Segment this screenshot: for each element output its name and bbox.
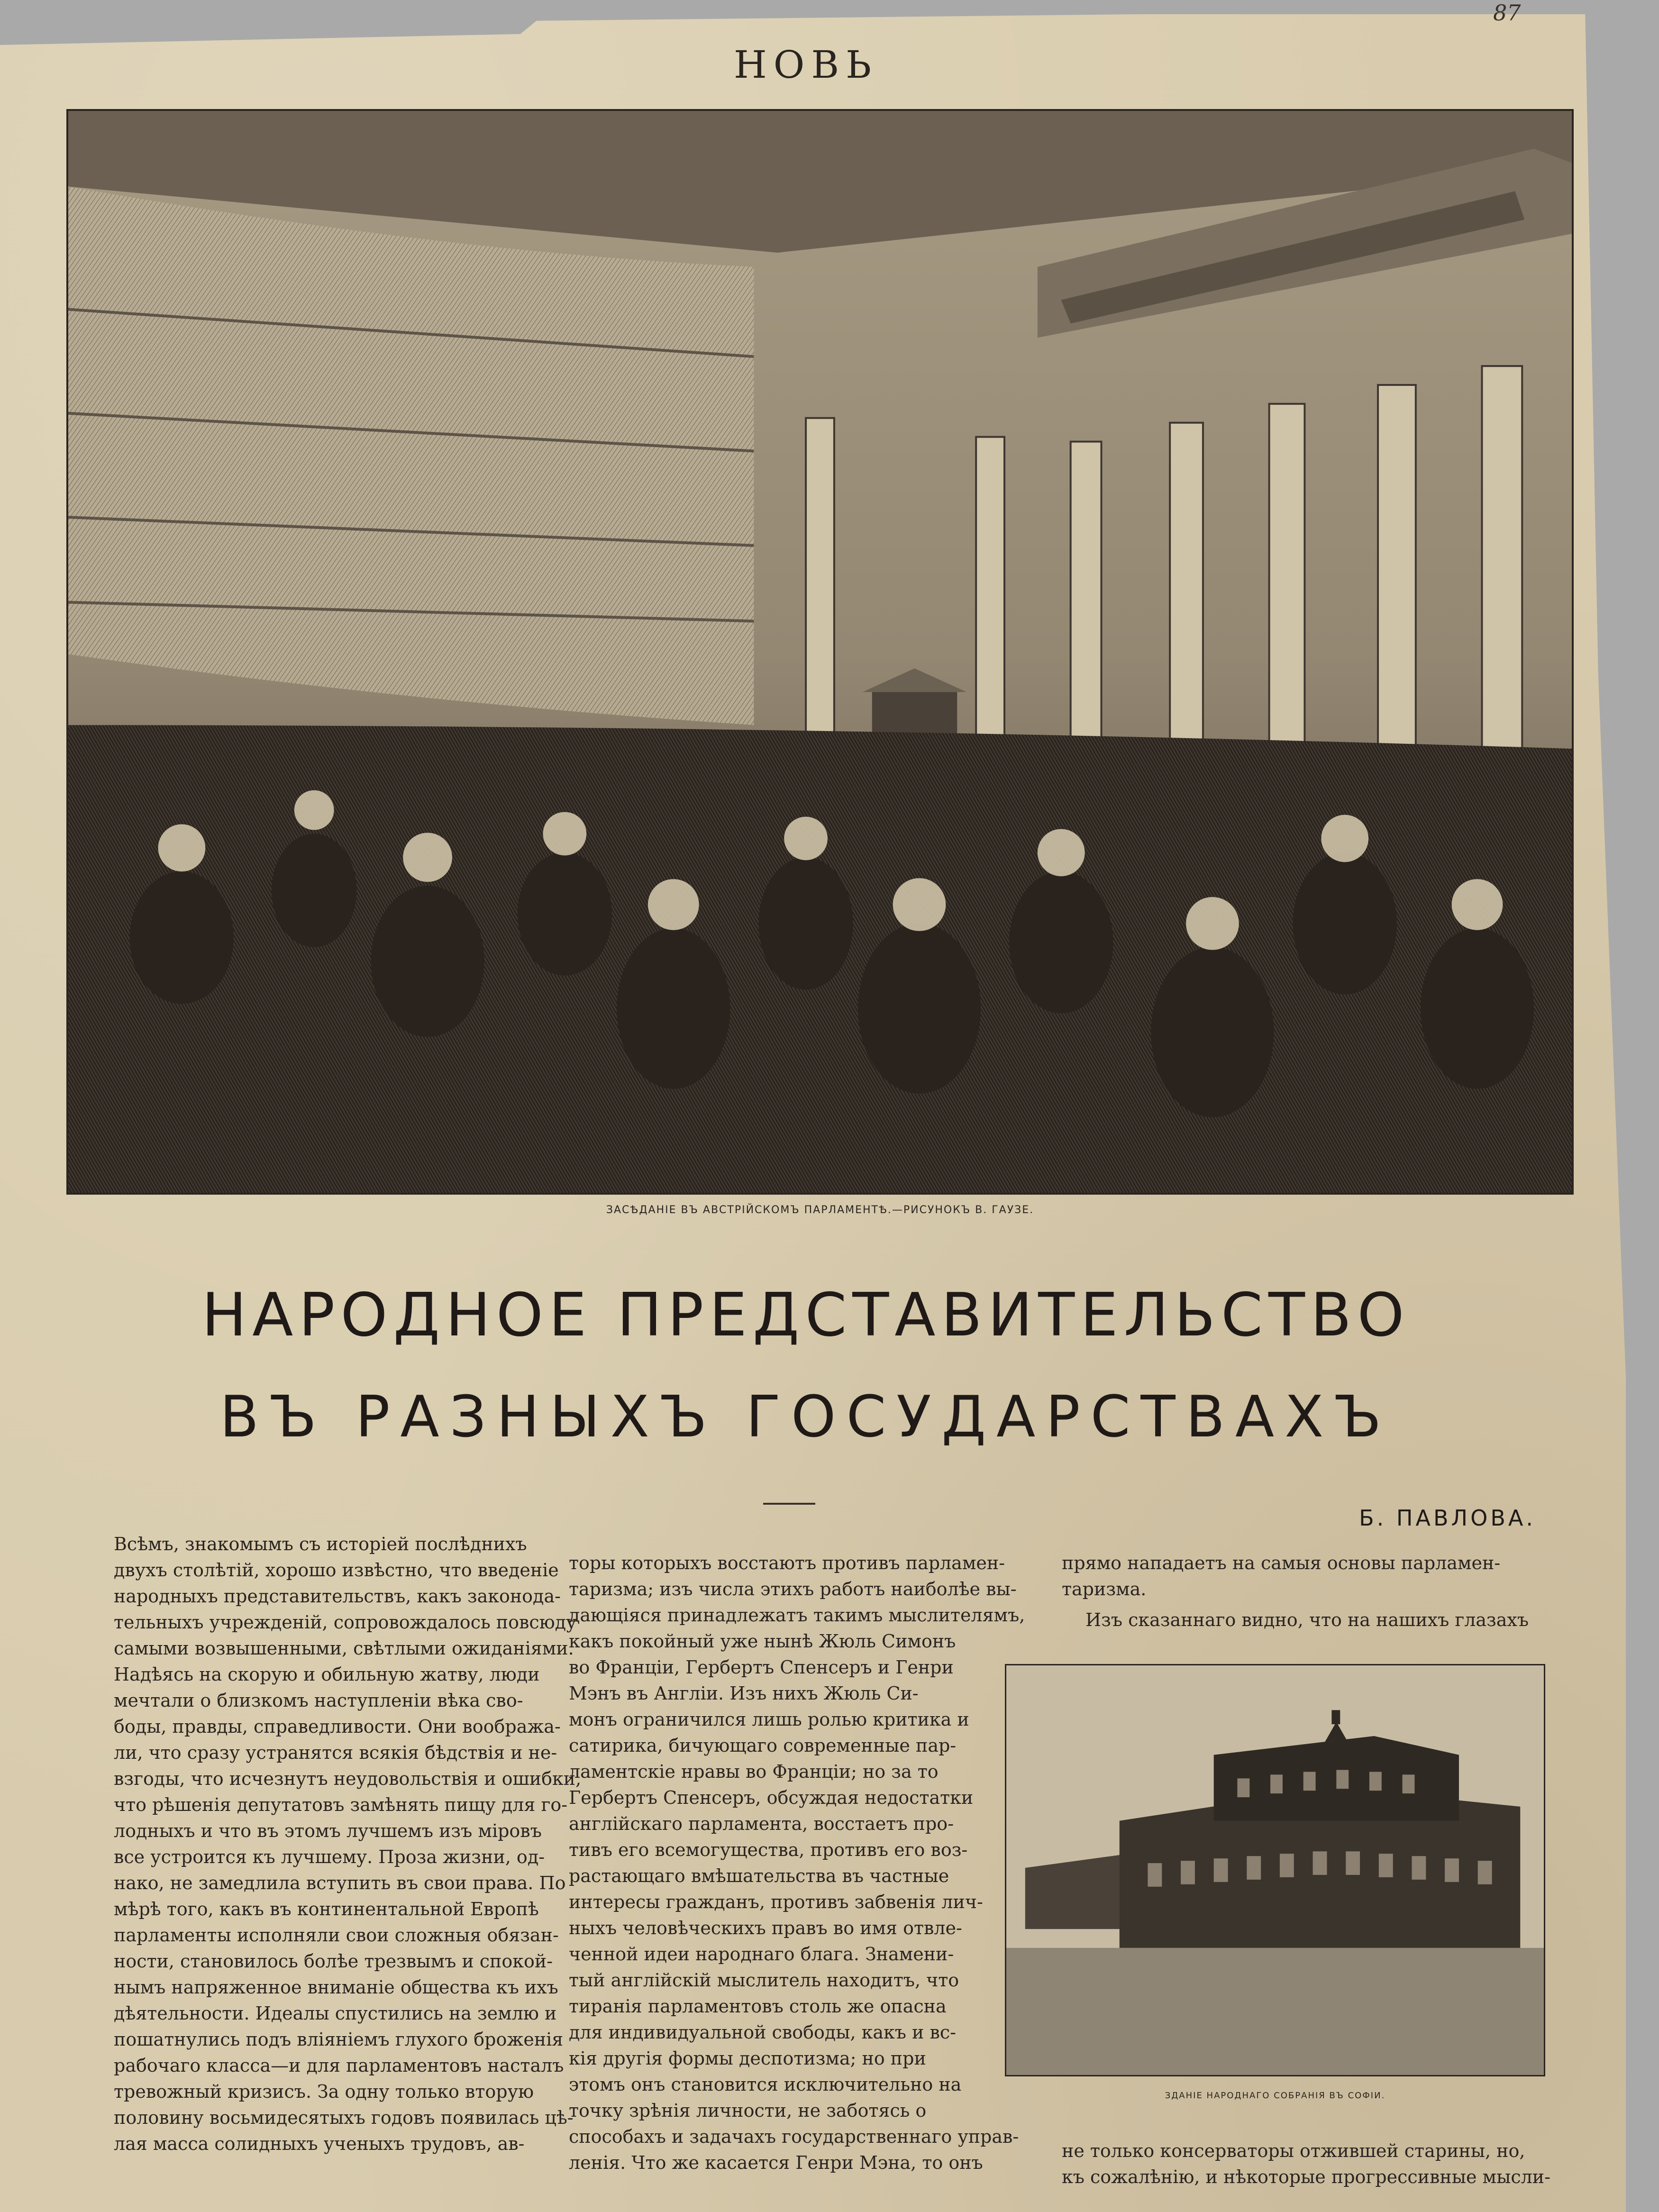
text-line: тревожный кризисъ. За одну только вторую [114, 2081, 534, 2102]
text-line: тельныхъ учрежденій, сопровождалось повсюду [114, 1612, 577, 1633]
parliament-engraving-drawing [68, 111, 1572, 1193]
text-line: тый англійскій мыслитель находитъ, что [569, 1970, 959, 1991]
text-line: нымъ напряженное вниманіе общества къ ихъ [114, 1977, 558, 1998]
text-line: пошатнулись подъ вліяніемъ глухого броженія [114, 2029, 564, 2050]
text-line: лая масса солидныхъ ученыхъ трудовъ, ав- [114, 2133, 525, 2154]
title-divider [763, 1503, 815, 1505]
article-title-line1: НАРОДНОЕ ПРЕДСТАВИТЕЛЬСТВО [201, 1280, 1410, 1350]
text-line: этомъ онъ становится исключительно на [569, 2074, 962, 2095]
text-line: англійскаго парламента, восстаетъ про- [569, 1813, 954, 1834]
text-line: половину восьмидесятыхъ годовъ появилась цѣ- [114, 2107, 574, 2128]
text-line: къ сожалѣнію, и нѣкоторые прогрессивные мысли- [1062, 2166, 1550, 2187]
text-line: кія другія формы деспотизма; но при [569, 2048, 926, 2069]
text-line: таризма. [1062, 1579, 1147, 1600]
text-line: ламентскіе нравы во Франціи; но за то [569, 1761, 939, 1782]
engraving-caption: ЗАСѢДАНІЕ ВЪ АВСТРІЙСКОМЪ ПАРЛАМЕНТѢ.—РИСУНОКЪ В. ГАУЗЕ. [606, 1204, 1034, 1216]
text-line: Надѣясь на скорую и обильную жатву, люди [114, 1664, 540, 1685]
text-line: ченной идеи народнаго блага. Знамени- [569, 1944, 954, 1965]
text-line: монъ ограничился лишь ролью критика и [569, 1709, 969, 1730]
text-line: прямо нападаетъ на самыя основы парламен- [1062, 1553, 1501, 1573]
text-line: дѣятельности. Идеалы спустились на землю и [114, 2003, 557, 2024]
text-line: точку зрѣнія личности, не заботясь о [569, 2100, 927, 2121]
text-line: мечтали о близкомъ наступленіи вѣка сво- [114, 1690, 523, 1711]
text-line: не только консерваторы отжившей старины, но, [1062, 2140, 1525, 2161]
text-line: ности, становилось болѣе трезвымъ и спокой- [114, 1951, 553, 1972]
text-line: Изъ сказаннаго видно, что на нашихъ глазахъ [1085, 1609, 1529, 1630]
text-line: нако, не замедлила вступить въ свои права. По [114, 1873, 566, 1893]
article-author: Б. ПАВЛОВА. [1359, 1505, 1536, 1531]
text-line: тивъ его всемогущества, противъ его воз- [569, 1839, 968, 1860]
text-line: таризма; изъ числа этихъ работъ наиболѣе вы- [569, 1579, 1017, 1600]
text-line: рабочаго класса—и для парламентовъ насталъ [114, 2055, 564, 2076]
text-line: Всѣмъ, знакомымъ съ исторіей послѣднихъ [114, 1534, 527, 1554]
text-line: мѣрѣ того, какъ въ континентальной Европѣ [114, 1899, 539, 1920]
text-line: растающаго вмѣшательства въ частные [569, 1865, 949, 1886]
text-line: способахъ и задачахъ государственнаго управ- [569, 2126, 1019, 2147]
text-line: торы которыхъ восстаютъ противъ парламен- [569, 1553, 1005, 1573]
article-column-2 [569, 1550, 1025, 2173]
text-line: все устроится къ лучшему. Проза жизни, од- [114, 1846, 545, 1867]
text-line: Мэнъ въ Англіи. Изъ нихъ Жюль Си- [569, 1683, 919, 1704]
text-line: интересы гражданъ, противъ забвенія лич- [569, 1892, 983, 1912]
text-line: взгоды, что исчезнутъ неудовольствія и ошибки, [114, 1768, 582, 1789]
masthead: НОВЬ [733, 43, 878, 87]
article-column-3-paragraph [1085, 1607, 1574, 1636]
article-column-3-top [1062, 1550, 1574, 1607]
text-line: ленія. Что же касается Генри Мэна, то онъ [569, 2152, 983, 2173]
text-line: двухъ столѣтій, хорошо извѣстно, что введеніе [114, 1560, 559, 1581]
text-line: самыми возвышенными, свѣтлыми ожиданіями. [114, 1638, 574, 1659]
sofia-assembly-drawing [1006, 1665, 1544, 2075]
parliament-engraving [66, 109, 1574, 1195]
text-line: ныхъ человѣческихъ правъ во имя отвле- [569, 1918, 962, 1938]
text-line: боды, правды, справедливости. Они вообража- [114, 1716, 561, 1737]
photo-caption: ЗДАНІЕ НАРОДНАГО СОБРАНІЯ ВЪ СОФІИ. [1165, 2091, 1386, 2101]
text-line: сатирика, бичующаго современные пар- [569, 1735, 957, 1756]
text-line: Гербертъ Спенсеръ, обсуждая недостатки [569, 1787, 974, 1808]
article-column-1 [114, 1531, 582, 2154]
text-line: ли, что сразу устранятся всякія бѣдствія и не- [114, 1742, 557, 1763]
text-line: лодныхъ и что въ этомъ лучшемъ изъ міровъ [114, 1820, 542, 1841]
sofia-assembly-photo [1005, 1664, 1545, 2076]
text-line: тиранія парламентовъ столь же опасна [569, 1996, 947, 2017]
text-line: что рѣшенія депутатовъ замѣнять пищу для го- [114, 1794, 568, 1815]
text-line: какъ покойный уже нынѣ Жюль Симонъ [569, 1631, 956, 1652]
page-number: 87 [1493, 0, 1521, 26]
article-title-line2: ВЪ РАЗНЫХЪ ГОСУДАРСТВАХЪ [219, 1384, 1392, 1450]
article-column-3-bottom [1062, 2138, 1574, 2195]
text-line: для индивидуальной свободы, какъ и вс- [569, 2022, 956, 2043]
text-line: во Франціи, Гербертъ Спенсеръ и Генри [569, 1657, 954, 1678]
text-line: дающіяся принадлежатъ такимъ мыслителямъ, [569, 1605, 1025, 1626]
text-line: народныхъ представительствъ, какъ законода- [114, 1586, 561, 1607]
text-line: парламенты исполняли свои сложныя обязан- [114, 1925, 559, 1946]
